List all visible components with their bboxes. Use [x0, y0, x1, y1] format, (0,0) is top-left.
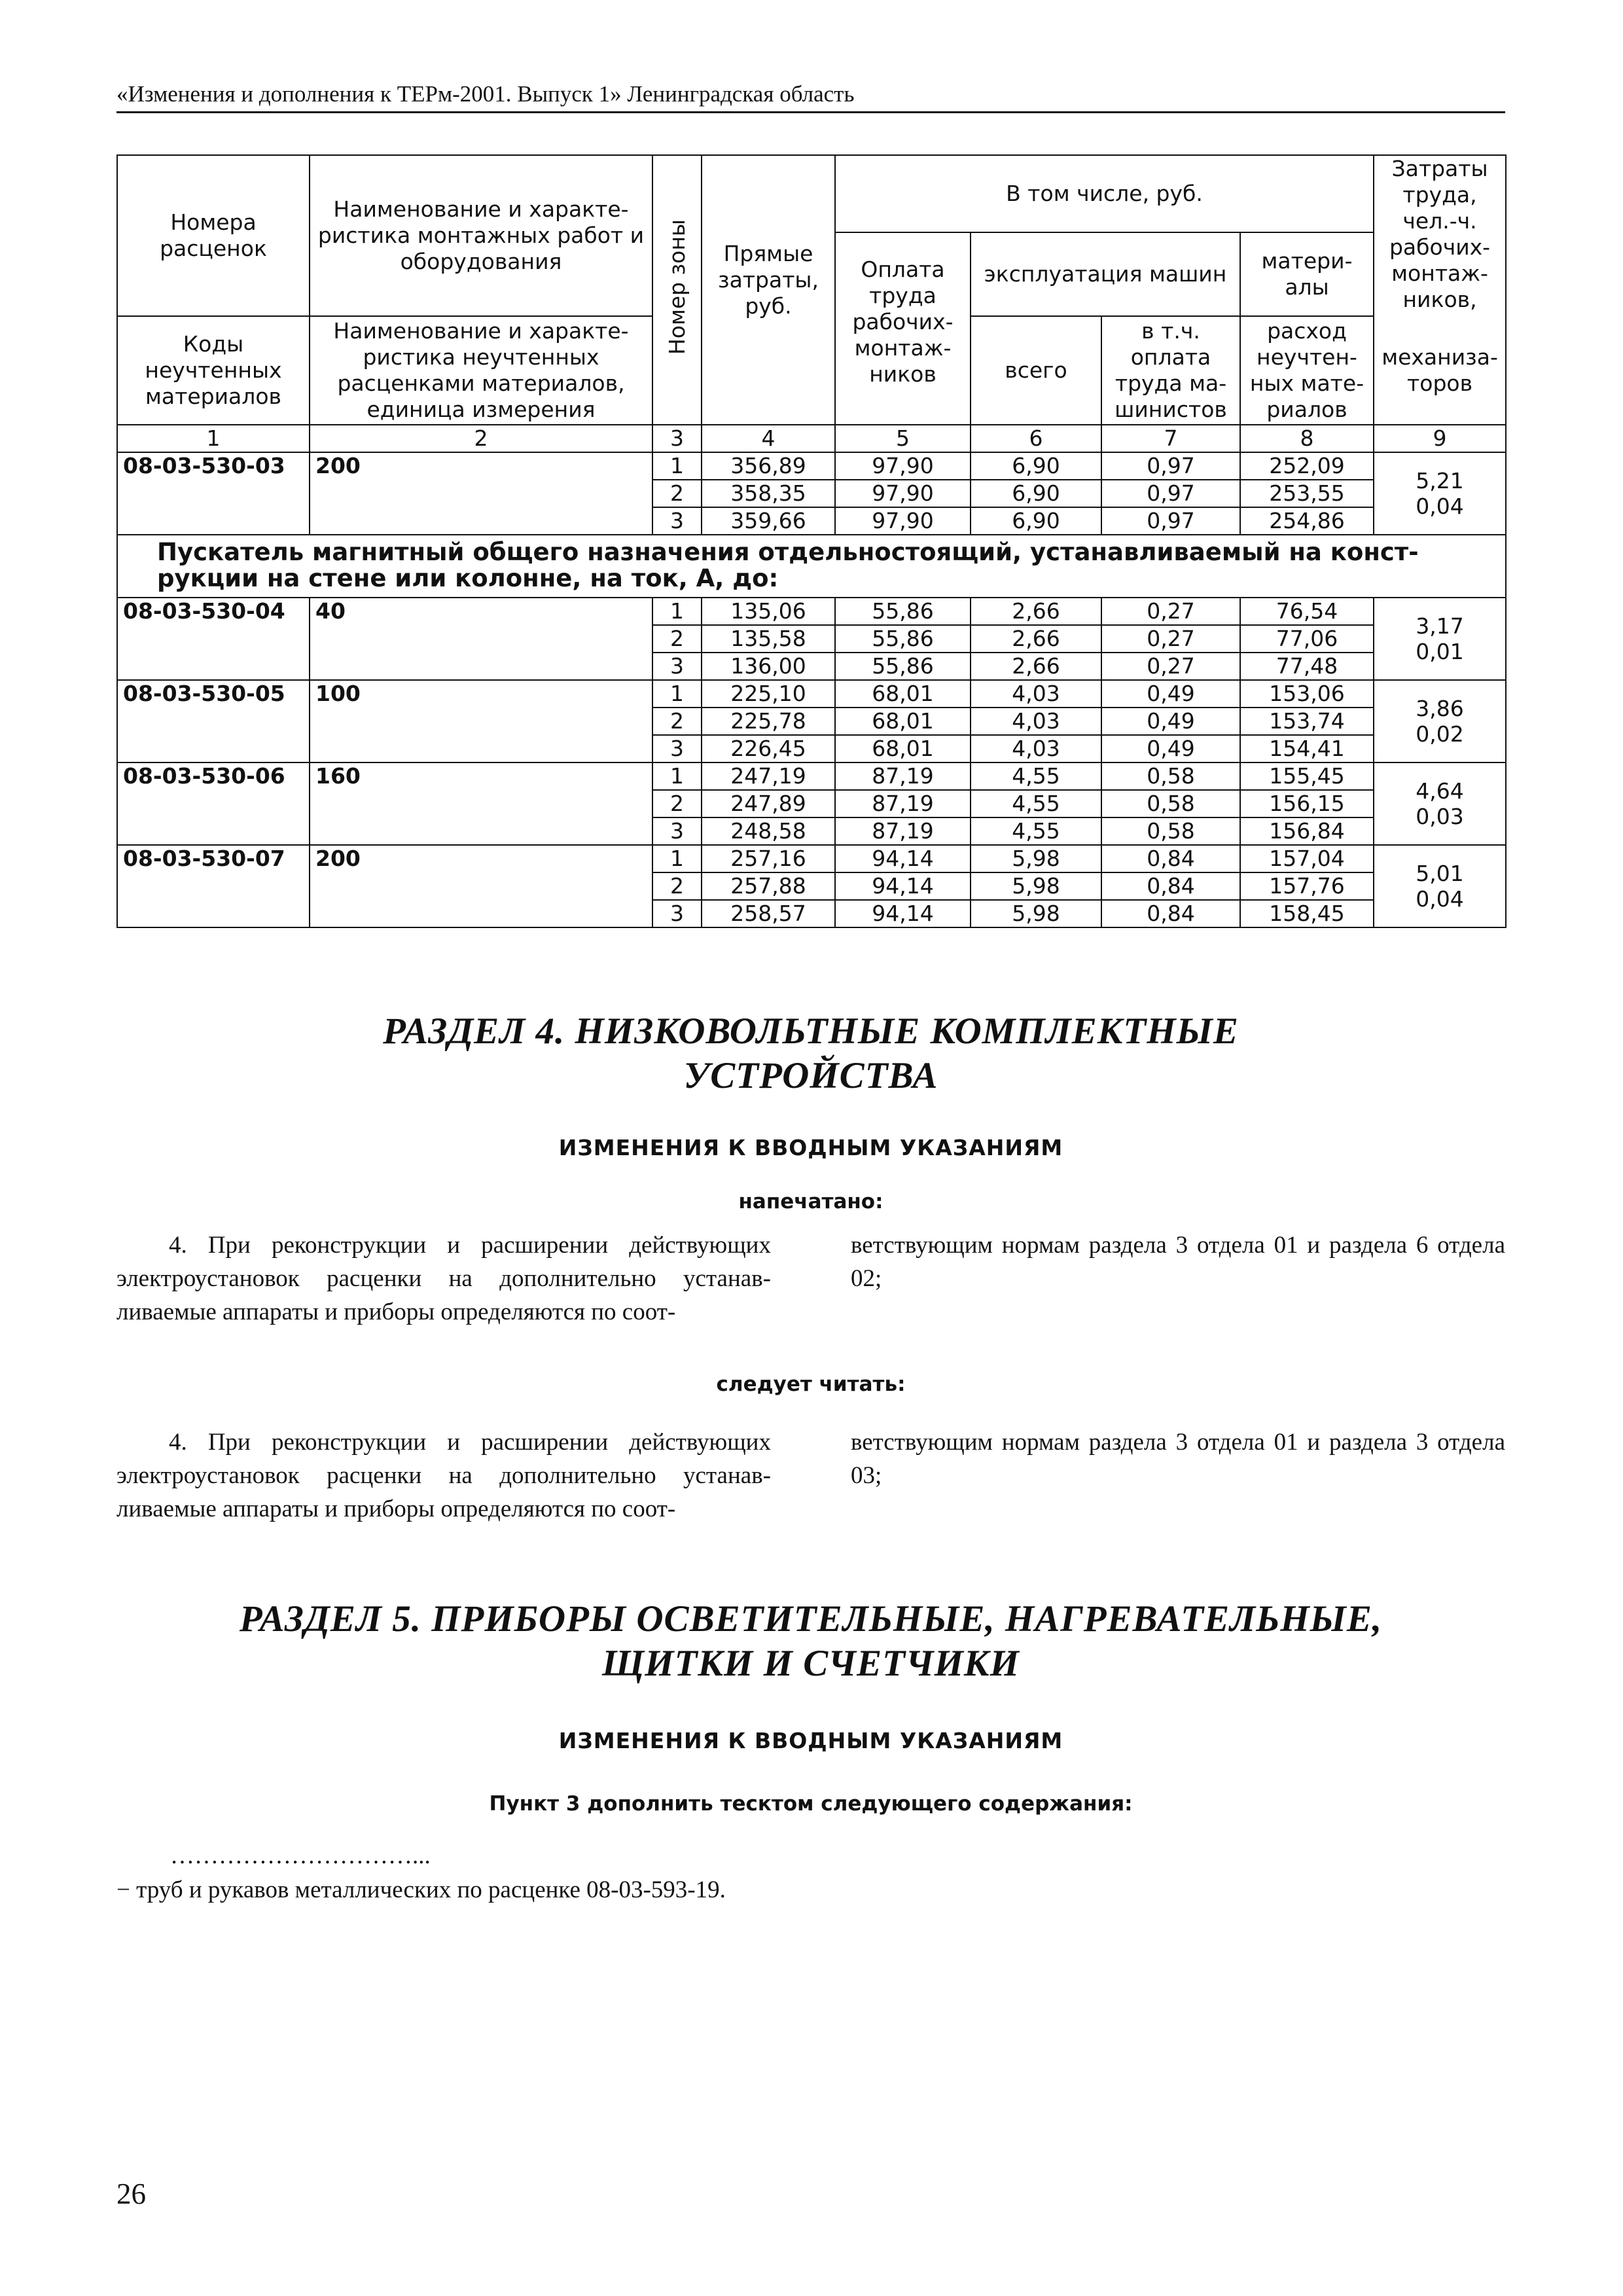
labor-workers: 3,86 — [1416, 696, 1464, 721]
machines-total: 2,66 — [971, 625, 1101, 653]
zone-number: 1 — [652, 845, 702, 872]
direct-costs: 226,45 — [702, 735, 835, 762]
machines-total: 4,55 — [971, 817, 1101, 845]
labor-workers: 3,17 — [1416, 613, 1464, 639]
worker-pay: 55,86 — [835, 653, 971, 680]
header-pay: Оплата труда рабочих-монтаж-ников — [835, 232, 971, 425]
section5-subhead: ИЗМЕНЕНИЯ К ВВОДНЫМ УКАЗАНИЯМ — [558, 1728, 1063, 1753]
direct-costs: 257,88 — [702, 872, 835, 900]
section5-title-line1: РАЗДЕЛ 5. ПРИБОРЫ ОСВЕТИТЕЛЬНЫЕ, НАГРЕВАТЕЛЬНЫЕ, — [239, 1598, 1383, 1640]
read-text-right: ветствующим нормам раздела 3 отдела 01 и раздела 3 отдела 03; — [851, 1429, 1505, 1489]
header-labor-bottom: механиза-торов — [1374, 316, 1506, 425]
rate-parameter: 40 — [310, 598, 652, 680]
header-zone: Номер зоны — [664, 219, 690, 355]
labor-workers: 4,64 — [1416, 778, 1464, 804]
labor-machinists: 0,04 — [1416, 886, 1464, 912]
header-name-top: Наименование и характе-ристика монтажных работ и оборудования — [310, 155, 652, 316]
machinist-pay: 0,49 — [1101, 680, 1240, 708]
section4-title-line1: РАЗДЕЛ 4. НИЗКОВОЛЬТНЫЕ КОМПЛЕКТНЫЕ — [383, 1011, 1239, 1052]
section-header-row — [117, 535, 1506, 598]
machines-total: 4,03 — [971, 680, 1101, 708]
materials: 77,48 — [1240, 653, 1374, 680]
labor-workers: 5,21 — [1416, 468, 1464, 493]
price-table — [116, 154, 1507, 928]
materials: 157,76 — [1240, 872, 1374, 900]
added-text-line: − труб и рукавов металлических по расценке 08-03-593-19. — [116, 1876, 726, 1903]
materials: 252,09 — [1240, 452, 1374, 480]
column-number: 8 — [1240, 425, 1374, 452]
zone-number: 2 — [652, 790, 702, 817]
column-number: 7 — [1101, 425, 1240, 452]
zone-number: 3 — [652, 817, 702, 845]
machinist-pay: 0,84 — [1101, 845, 1240, 872]
table-row — [117, 762, 1506, 790]
labor-machinists: 0,02 — [1416, 721, 1464, 747]
materials: 254,86 — [1240, 507, 1374, 535]
column-numbers-row — [117, 425, 1506, 452]
table-row — [117, 452, 1506, 480]
direct-costs: 135,06 — [702, 598, 835, 625]
section5-instruction: Пункт 3 дополнить тесктом следующего содержания: — [489, 1792, 1133, 1816]
header-material-use: расход неучтен-ных мате-риалов — [1240, 316, 1374, 425]
machinist-pay: 0,58 — [1101, 817, 1240, 845]
machines-total: 5,98 — [971, 845, 1101, 872]
rate-code: 08-03-530-06 — [117, 762, 310, 845]
printed-text-left: 4. При реконструкции и расширении действующих электроустановок расценки на дополнительно устанав-ливаемые аппараты и приборы определяются по соот- — [116, 1232, 771, 1325]
machinist-pay: 0,84 — [1101, 872, 1240, 900]
zone-number: 1 — [652, 598, 702, 625]
materials: 153,06 — [1240, 680, 1374, 708]
machines-total: 6,90 — [971, 452, 1101, 480]
materials: 77,06 — [1240, 625, 1374, 653]
read-text-left: 4. При реконструкции и расширении действующих электроустановок расценки на дополнительно устанав-ливаемые аппараты и приборы определяются по соот- — [116, 1429, 771, 1522]
direct-costs: 359,66 — [702, 507, 835, 535]
labor-machinists: 0,03 — [1416, 804, 1464, 829]
header-direct-costs: Прямые затраты, руб. — [702, 155, 835, 425]
worker-pay: 68,01 — [835, 680, 971, 708]
machines-total: 4,55 — [971, 762, 1101, 790]
worker-pay: 94,14 — [835, 872, 971, 900]
machines-total: 6,90 — [971, 507, 1101, 535]
direct-costs: 136,00 — [702, 653, 835, 680]
direct-costs: 258,57 — [702, 900, 835, 927]
rate-parameter: 100 — [310, 680, 652, 762]
machinist-pay: 0,49 — [1101, 735, 1240, 762]
header-machines-total: всего — [971, 316, 1101, 425]
worker-pay: 68,01 — [835, 708, 971, 735]
rate-code: 08-03-530-04 — [117, 598, 310, 680]
machines-total: 4,55 — [971, 790, 1101, 817]
worker-pay: 55,86 — [835, 598, 971, 625]
direct-costs: 247,89 — [702, 790, 835, 817]
column-number: 9 — [1374, 425, 1506, 452]
materials: 154,41 — [1240, 735, 1374, 762]
printed-text-right: ветствующим нормам раздела 3 отдела 01 и раздела 6 отдела 02; — [851, 1232, 1505, 1292]
machinist-pay: 0,27 — [1101, 653, 1240, 680]
header-labor-top: Затраты труда, чел.-ч. рабочих-монтаж-ников, — [1374, 155, 1506, 316]
labor-machinists: 0,04 — [1416, 493, 1464, 519]
rate-parameter: 160 — [310, 762, 652, 845]
direct-costs: 225,10 — [702, 680, 835, 708]
labor-costs — [1374, 845, 1506, 927]
machines-total: 4,03 — [971, 708, 1101, 735]
header-codes-bottom: Коды неучтенных материалов — [117, 316, 310, 425]
rate-code: 08-03-530-03 — [117, 452, 310, 535]
printed-label: напечатано: — [738, 1190, 883, 1213]
machinist-pay: 0,27 — [1101, 625, 1240, 653]
header-materials: матери-алы — [1240, 232, 1374, 316]
labor-costs — [1374, 452, 1506, 535]
column-number: 3 — [652, 425, 702, 452]
header-including: В том числе, руб. — [835, 155, 1374, 232]
machines-total: 5,98 — [971, 872, 1101, 900]
table-row — [117, 845, 1506, 872]
direct-costs: 247,19 — [702, 762, 835, 790]
column-number: 1 — [117, 425, 310, 452]
section4-subhead: ИЗМЕНЕНИЯ К ВВОДНЫМ УКАЗАНИЯМ — [558, 1135, 1063, 1160]
section4-title-line2: УСТРОЙСТВА — [683, 1055, 938, 1096]
direct-costs: 248,58 — [702, 817, 835, 845]
machinist-pay: 0,58 — [1101, 790, 1240, 817]
column-number: 4 — [702, 425, 835, 452]
labor-costs — [1374, 598, 1506, 680]
worker-pay: 87,19 — [835, 762, 971, 790]
machinist-pay: 0,27 — [1101, 598, 1240, 625]
worker-pay: 87,19 — [835, 817, 971, 845]
worker-pay: 55,86 — [835, 625, 971, 653]
worker-pay: 97,90 — [835, 452, 971, 480]
worker-pay: 97,90 — [835, 507, 971, 535]
running-header: «Изменения и дополнения к ТЕРм-2001. Выпуск 1» Ленинградская область — [116, 81, 1505, 113]
rate-code: 08-03-530-07 — [117, 845, 310, 927]
direct-costs: 358,35 — [702, 480, 835, 507]
machines-total: 6,90 — [971, 480, 1101, 507]
table-row — [117, 598, 1506, 625]
materials: 155,45 — [1240, 762, 1374, 790]
zone-number: 2 — [652, 625, 702, 653]
zone-number: 1 — [652, 452, 702, 480]
machinist-pay: 0,97 — [1101, 507, 1240, 535]
rate-parameter: 200 — [310, 845, 652, 927]
machinist-pay: 0,58 — [1101, 762, 1240, 790]
direct-costs: 135,58 — [702, 625, 835, 653]
read-label: следует читать: — [716, 1372, 906, 1396]
zone-number: 3 — [652, 900, 702, 927]
machines-total: 4,03 — [971, 735, 1101, 762]
machinist-pay: 0,84 — [1101, 900, 1240, 927]
header-name-bottom: Наименование и характе-ристика неучтенных расценками материалов, единица измерения — [310, 316, 652, 425]
machines-total: 5,98 — [971, 900, 1101, 927]
machinist-pay: 0,49 — [1101, 708, 1240, 735]
worker-pay: 68,01 — [835, 735, 971, 762]
header-machinist-pay: в т.ч. оплата труда ма-шинистов — [1101, 316, 1240, 425]
worker-pay: 94,14 — [835, 900, 971, 927]
zone-number: 2 — [652, 872, 702, 900]
section5-title-line2: ЩИТКИ И СЧЕТЧИКИ — [602, 1643, 1020, 1684]
direct-costs: 257,16 — [702, 845, 835, 872]
section-description: Пускатель магнитный общего назначения отдельностоящий, устанавливаемый на конст-рукции на стене или колонне, на ток, А, до: — [117, 535, 1506, 598]
column-number: 6 — [971, 425, 1101, 452]
machines-total: 2,66 — [971, 653, 1101, 680]
zone-number: 3 — [652, 507, 702, 535]
materials: 153,74 — [1240, 708, 1374, 735]
machinist-pay: 0,97 — [1101, 480, 1240, 507]
direct-costs: 356,89 — [702, 452, 835, 480]
machinist-pay: 0,97 — [1101, 452, 1240, 480]
machines-total: 2,66 — [971, 598, 1101, 625]
zone-number: 1 — [652, 680, 702, 708]
zone-number: 2 — [652, 708, 702, 735]
worker-pay: 87,19 — [835, 790, 971, 817]
header-machines: эксплуатация машин — [971, 232, 1240, 316]
materials: 76,54 — [1240, 598, 1374, 625]
materials: 156,84 — [1240, 817, 1374, 845]
materials: 253,55 — [1240, 480, 1374, 507]
labor-workers: 5,01 — [1416, 861, 1464, 886]
labor-machinists: 0,01 — [1416, 639, 1464, 664]
column-number: 5 — [835, 425, 971, 452]
zone-number: 1 — [652, 762, 702, 790]
labor-costs — [1374, 680, 1506, 762]
rate-code: 08-03-530-05 — [117, 680, 310, 762]
worker-pay: 97,90 — [835, 480, 971, 507]
header-codes-top: Номера расценок — [117, 155, 310, 316]
zone-number: 3 — [652, 735, 702, 762]
table-row — [117, 680, 1506, 708]
direct-costs: 225,78 — [702, 708, 835, 735]
materials: 156,15 — [1240, 790, 1374, 817]
labor-costs — [1374, 762, 1506, 845]
worker-pay: 94,14 — [835, 845, 971, 872]
rate-parameter: 200 — [310, 452, 652, 535]
page-number: 26 — [116, 2178, 146, 2210]
ellipsis-line: …………………………... — [170, 1842, 431, 1869]
zone-number: 3 — [652, 653, 702, 680]
materials: 157,04 — [1240, 845, 1374, 872]
column-number: 2 — [310, 425, 652, 452]
zone-number: 2 — [652, 480, 702, 507]
materials: 158,45 — [1240, 900, 1374, 927]
